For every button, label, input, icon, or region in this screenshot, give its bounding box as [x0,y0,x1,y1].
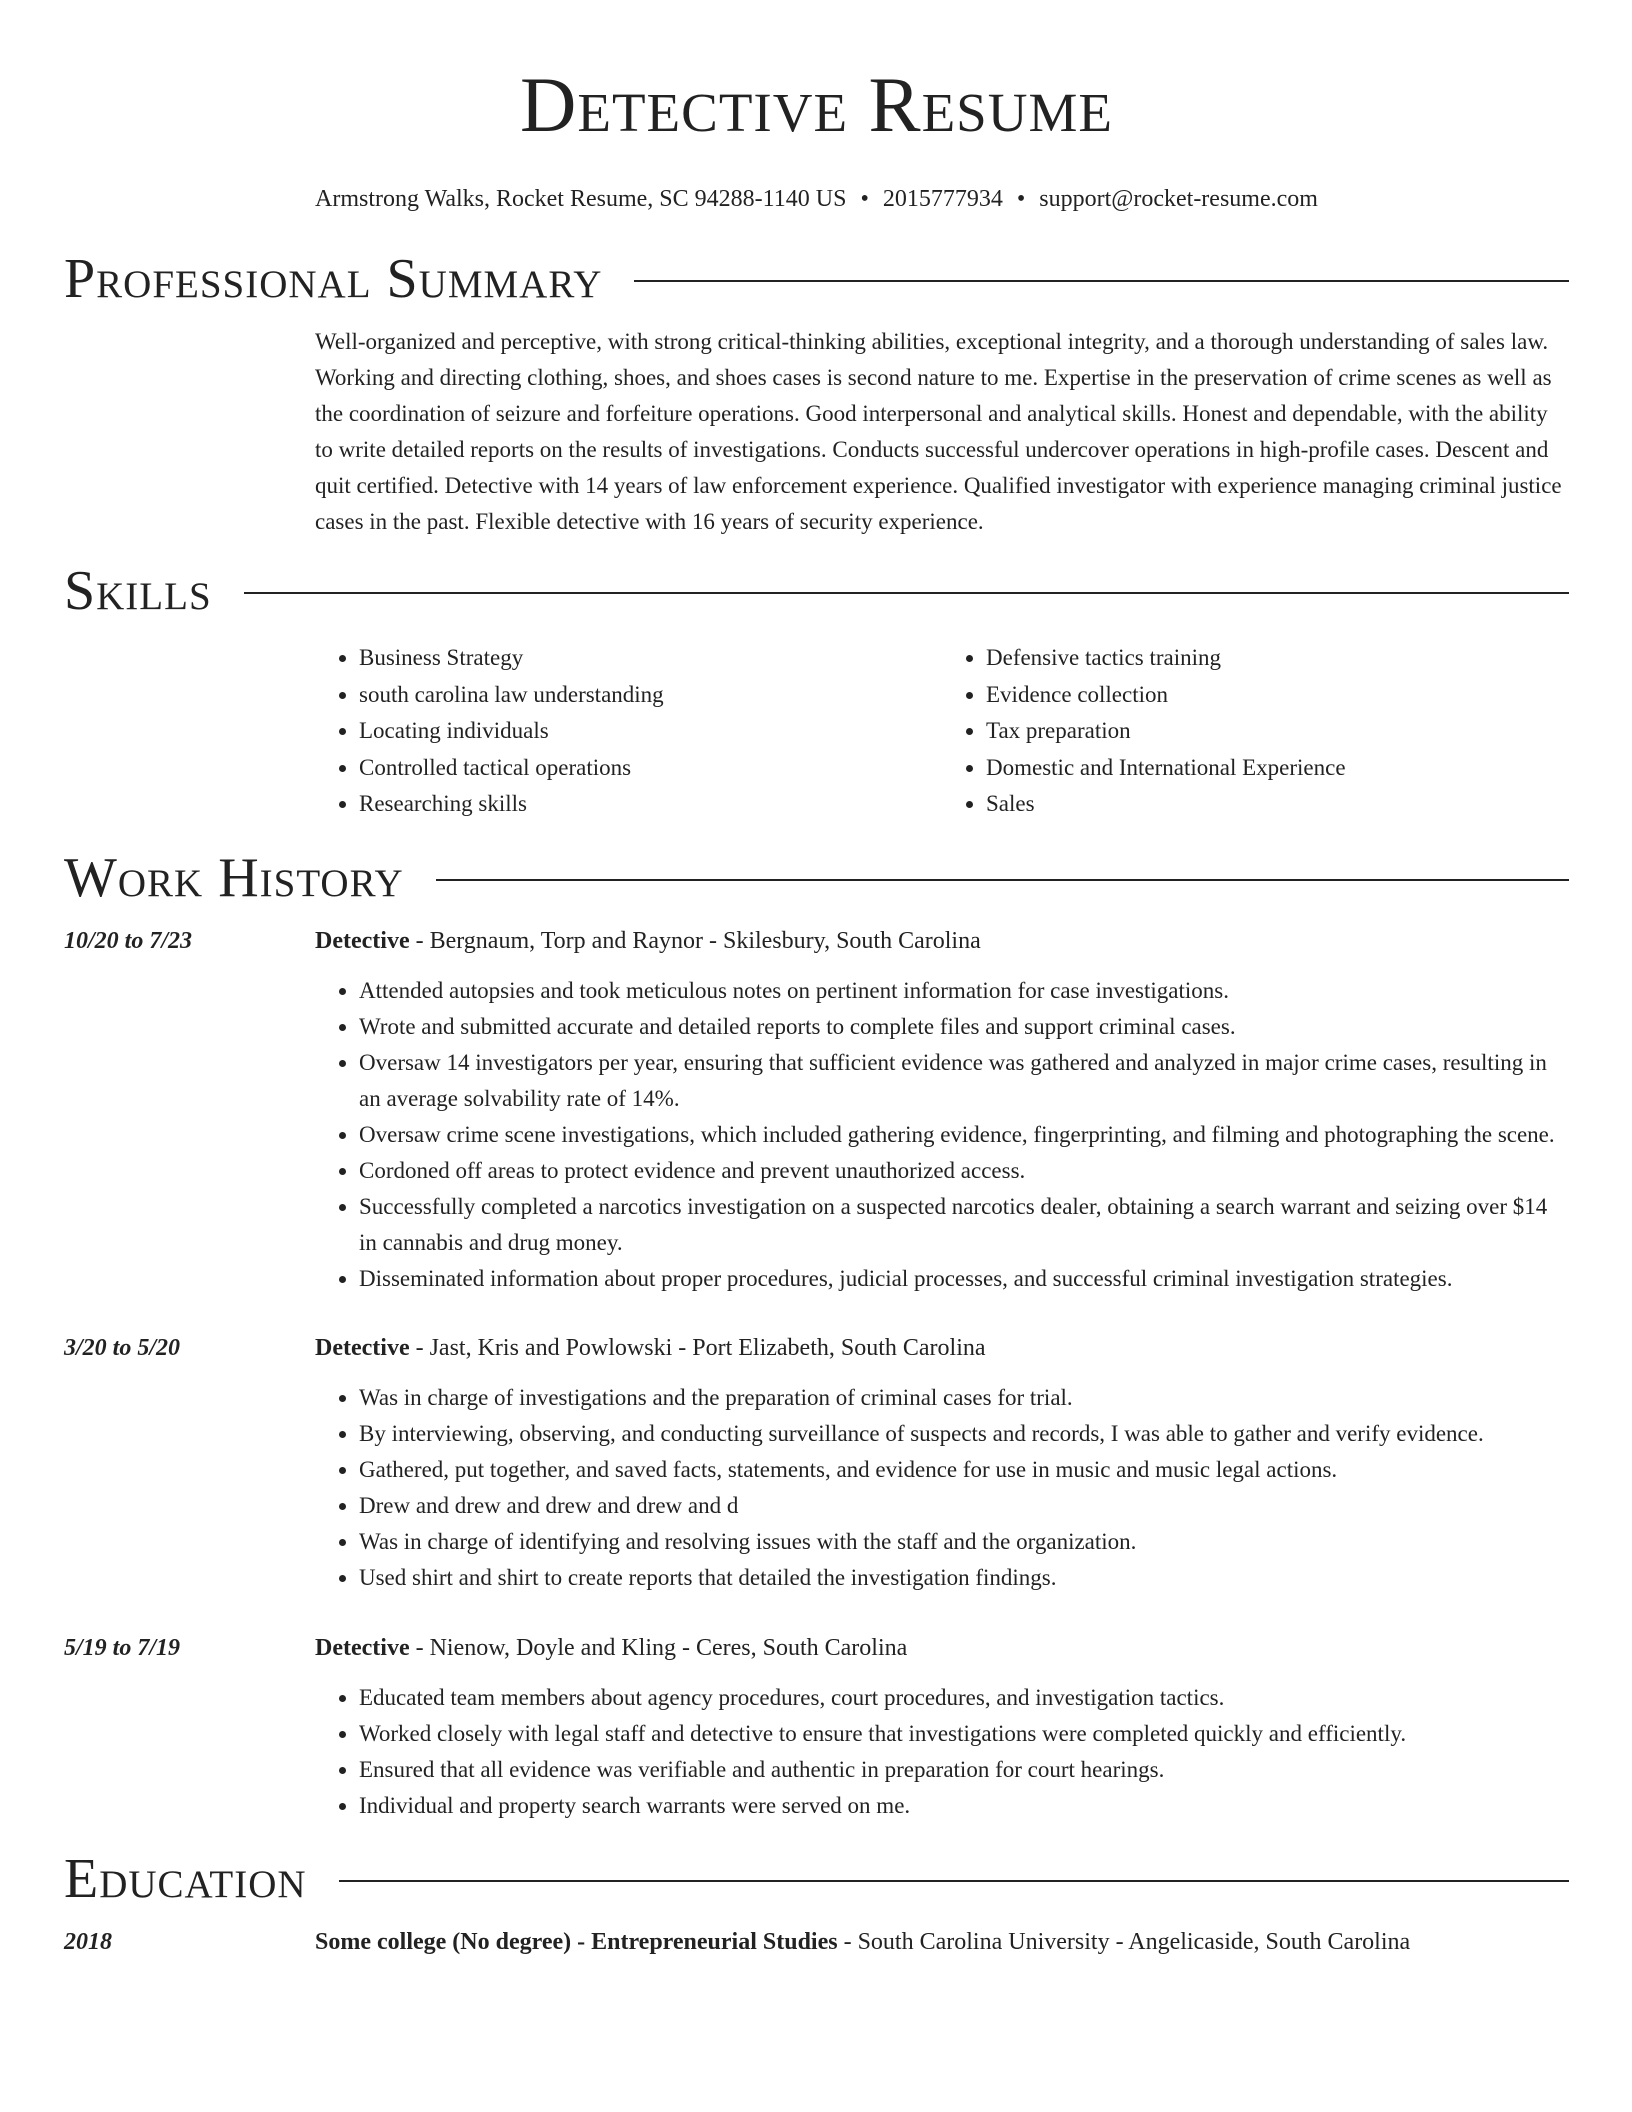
education-entry [64,1924,1569,1960]
job-bullet: • Was in charge of identifying and resolving issues with the staff and the organization. [359,1524,1569,1560]
education-dates: 2018 [64,1928,112,1955]
job-dates: 5/19 to 7/19 [64,1634,181,1661]
skills-section-header [64,556,1569,626]
section-divider [634,280,1569,282]
contact-separator: • [860,186,869,212]
job-content [315,1630,1569,1824]
job-role: Detective [315,1634,410,1661]
job-bullet: • Wrote and submitted accurate and detailed reports to complete files and support criminal cases. [359,1009,1569,1045]
job-employer: - Jast, Kris and Powlowski - Port Elizabeth, South Carolina [409,1334,986,1361]
skill-item: • Researching skills [359,786,942,823]
resume-page [64,0,1569,1960]
job-role: Detective [315,927,410,954]
job-heading [315,1330,1569,1366]
work-section-title: Work History [64,846,404,909]
education-degree: Some college (No degree) - Entrepreneurial Studies [315,1928,838,1955]
work-section-header [64,843,1569,913]
summary-section-header [64,244,1569,314]
job-bullet: • Worked closely with legal staff and detective to ensure that investigations were completed quickly and efficiently. [359,1716,1569,1752]
job-bullets [315,973,1569,1297]
skill-item: • Locating individuals [359,713,942,750]
job-bullet: • Individual and property search warrants were served on me. [359,1788,1569,1824]
job-bullet: • Educated team members about agency procedures, court procedures, and investigation tactics. [359,1680,1569,1716]
job-bullet: • Was in charge of investigations and the preparation of criminal cases for trial. [359,1380,1569,1416]
summary-section-title: Professional Summary [64,248,603,310]
education-heading [315,1924,1569,1960]
skill-item: • Business Strategy [359,640,942,677]
skill-item: • Sales [986,786,1569,823]
contact-phone: 2015777934 [882,186,1003,212]
job-bullet: • Oversaw crime scene investigations, which included gathering evidence, fingerprinting, and filming and photographing the scene. [359,1117,1569,1153]
section-divider [436,879,1569,881]
skill-item: • Evidence collection [986,677,1569,714]
job-dates: 3/20 to 5/20 [64,1334,181,1361]
skill-item: • Controlled tactical operations [359,750,942,787]
job-entry [64,923,1569,1297]
job-bullet: • Ensured that all evidence was verifiable and authentic in preparation for court hearings. [359,1752,1569,1788]
job-entry [64,1630,1569,1824]
education-section-title: Education [64,1847,307,1910]
education-content [315,1924,1569,1960]
skills-section-title: Skills [64,560,212,622]
job-bullet: • Used shirt and shirt to create reports that detailed the investigation findings. [359,1560,1569,1596]
skills-list [315,640,1569,823]
job-bullet: • Successfully completed a narcotics investigation on a suspected narcotics dealer, obtaining a search warrant and seizing over $14 in cannabis and drug money. [359,1189,1569,1261]
contact-line [64,184,1569,214]
job-employer: - Bergnaum, Torp and Raynor - Skilesbury, South Carolina [409,927,981,954]
skill-item: • Tax preparation [986,713,1569,750]
job-bullet: • Gathered, put together, and saved facts, statements, and evidence for use in music and music legal actions. [359,1452,1569,1488]
job-role: Detective [315,1334,410,1361]
job-bullet: • Disseminated information about proper procedures, judicial processes, and successful criminal investigation strategies. [359,1261,1569,1297]
summary-text: Well-organized and perceptive, with strong critical-thinking abilities, exceptional integrity, and a thorough understanding of sales law. Working and directing clothing, shoes, and shoes cases is second nature to me. Expertise in the preservation of crime scenes as well as the coordination of seizure and forfeiture operations. Good interpersonal and analytical skills. Honest and dependable, with the ability to write detailed reports on the results of investigations. Conducts successful undercover operations in high-profile cases. Descent and quit certified. Detective with 14 years of law enforcement experience. Qualified investigator with experience managing criminal justice cases in the past. Flexible detective with 16 years of security experience. [315,329,1562,534]
skill-item: • Domestic and International Experience [986,750,1569,787]
job-bullet: • Drew and drew and drew and drew and d [359,1488,1569,1524]
job-entry [64,1330,1569,1596]
job-content [315,1330,1569,1596]
education-school: - South Carolina University - Angelicaside, South Carolina [837,1928,1411,1955]
skills-column-right [942,640,1569,823]
section-divider [244,592,1569,594]
job-heading [315,1630,1569,1666]
section-divider [339,1880,1569,1882]
summary-body [315,324,1569,540]
skill-item: • south carolina law understanding [359,677,942,714]
job-content [315,923,1569,1297]
skills-column-left [315,640,942,823]
job-bullet: • Attended autopsies and took meticulous notes on pertinent information for case investigations. [359,973,1569,1009]
job-bullet: • Oversaw 14 investigators per year, ensuring that sufficient evidence was gathered and analyzed in major crime cases, resulting in an average solvability rate of 14%. [359,1045,1569,1117]
job-bullets [315,1380,1569,1596]
job-bullet: • By interviewing, observing, and conducting surveillance of suspects and records, I was able to gather and verify evidence. [359,1416,1569,1452]
contact-separator: • [1016,186,1026,212]
contact-address: Armstrong Walks, Rocket Resume, SC 94288-1140 US [315,186,847,212]
skill-item: • Defensive tactics training [986,640,1569,677]
page-title: Detective Resume [520,61,1113,148]
education-section-header [64,1844,1569,1914]
job-employer: - Nienow, Doyle and Kling - Ceres, South Carolina [409,1634,908,1661]
job-bullets [315,1680,1569,1824]
contact-email: support@rocket-resume.com [1039,186,1318,212]
job-bullet: • Cordoned off areas to protect evidence and prevent unauthorized access. [359,1153,1569,1189]
job-heading [315,923,1569,959]
job-dates: 10/20 to 7/23 [64,927,193,954]
